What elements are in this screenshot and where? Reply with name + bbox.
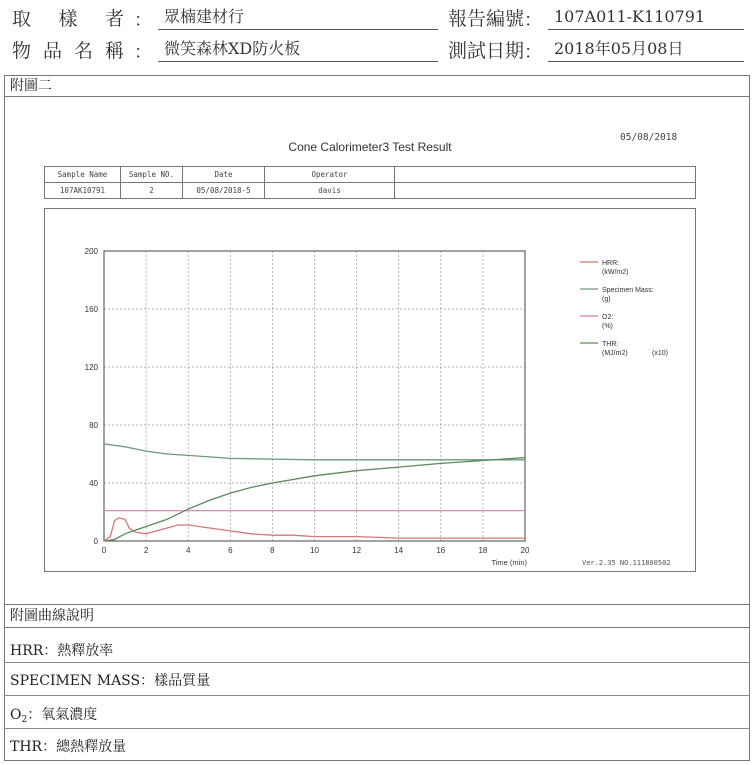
legend-section-title: 附圖曲線說明 [4,604,750,628]
definition-desc: 總熱釋放量 [56,739,127,755]
y-tick-label: 40 [89,479,98,488]
report-title: Cone Calorimeter3 Test Result [288,140,452,154]
x-tick-label: 18 [478,546,488,555]
test-date-value: 2018年05月08日 [548,38,744,62]
table-cell: 2 [121,183,183,199]
y-tick-label: 200 [84,247,98,256]
definition-o2 [10,704,97,725]
y-tick-label: 120 [84,363,98,372]
table-cell: davis [265,183,395,199]
legend-label: THR: [602,341,619,348]
legend-unit: (g) [602,296,611,303]
y-tick-label: 0 [93,537,98,546]
definition-specimen-mass [10,670,210,690]
x-tick-label: 12 [352,546,362,555]
report-date: 05/08/2018 [620,132,678,143]
definition-desc: 樣品質量 [154,673,211,689]
definition-term: SPECIMEN MASS [10,673,141,689]
definition-term: O [10,707,22,723]
applicant-label-char: 樣 [58,8,78,30]
report-no-label: 報告編號 [448,8,525,30]
applicant-label-char: 者 [104,8,124,30]
y-tick-label: 80 [89,421,98,430]
report-no-colon: ： [524,10,542,31]
divider [4,662,750,663]
test-date-colon: ： [524,42,542,63]
test-date-label: 測試日期 [448,40,525,62]
x-tick-label: 20 [520,546,530,555]
series-line-hrr [104,518,525,541]
applicant-value: 眾楠建材行 [158,6,438,30]
annex-title: 附圖二 [4,75,750,97]
definition-term: HRR [10,643,44,659]
definition-colon: ： [27,707,42,723]
x-axis-label: Time (min) [491,558,527,567]
table-header-cell: Date [183,167,265,183]
definition-thr [10,736,126,756]
x-tick-label: 14 [394,546,404,555]
x-tick-label: 10 [310,546,319,555]
definition-term: THR [10,739,43,755]
applicant-label-char: 取 [12,8,32,30]
product-value: 微笑森林XD防火板 [158,38,438,62]
definition-term-subscript: 2 [21,715,28,725]
definition-colon: ： [43,643,58,659]
divider [4,695,750,696]
x-tick-label: 0 [101,546,107,555]
legend-scale-note: (x10) [652,350,668,357]
x-tick-label: 6 [228,546,233,555]
definition-hrr [10,640,113,660]
report-no-value: 107A011-K110791 [548,6,744,30]
legend-label: O2: [602,314,614,321]
x-tick-label: 2 [143,546,149,555]
version-label: Ver.2.35 NO.111800502 [582,559,671,567]
table-cell: 05/08/2018-5 [183,183,265,199]
product-label-char: 名 [73,40,93,62]
legend-label: HRR: [602,260,620,267]
definition-desc: 熱釋放率 [57,643,114,659]
legend-label: Specimen Mass: [602,287,654,294]
legend-unit: (kW/m2) [602,269,629,276]
table-header-cell: Sample Name [45,167,121,183]
definition-colon: ： [140,673,155,689]
legend-unit: (%) [602,323,613,330]
product-label-char: 物 [12,40,32,62]
product-label-char: 品 [42,40,62,62]
legend-unit: (MJ/m2) [602,350,628,357]
table-cell: 107AK10791 [45,183,121,199]
definition-colon: ： [42,739,57,755]
applicant-colon: ： [134,10,152,31]
product-colon: ： [134,42,152,63]
definition-desc: 氧氣濃度 [41,707,98,723]
x-tick-label: 4 [185,546,191,555]
table-header-cell: Sample NO. [121,167,183,183]
table-header-cell: Operator [265,167,395,183]
product-label-char: 稱 [104,40,124,62]
x-tick-label: 16 [436,546,446,555]
y-tick-label: 160 [84,305,98,314]
x-tick-label: 8 [270,546,275,555]
divider [4,728,750,729]
